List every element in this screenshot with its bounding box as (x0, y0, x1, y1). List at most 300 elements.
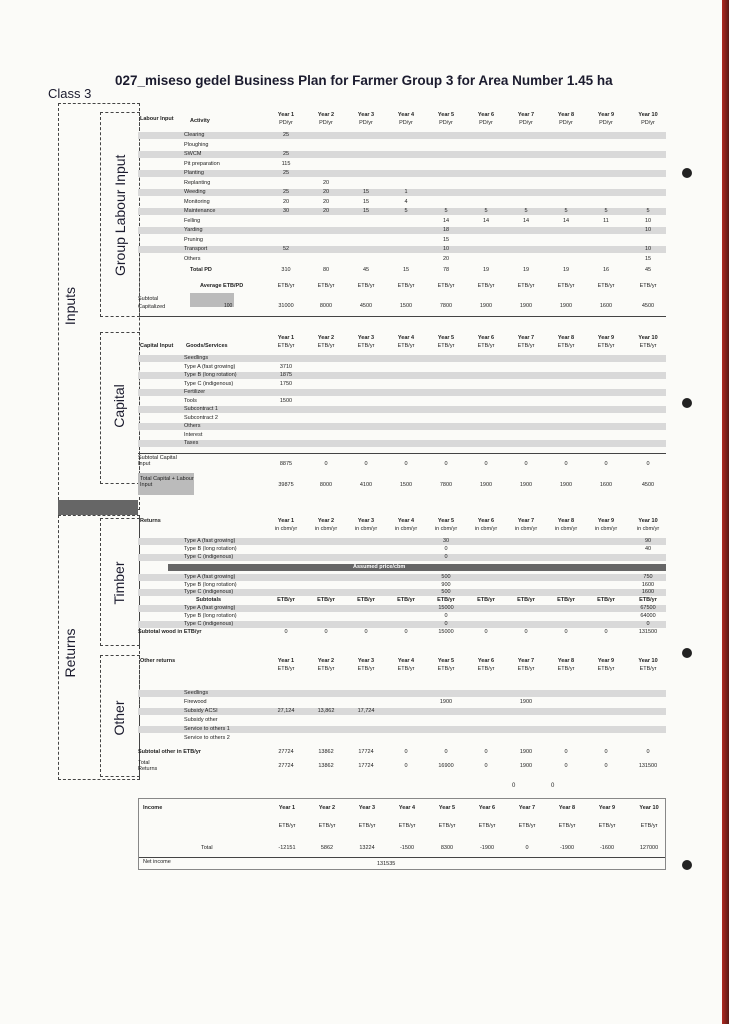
year-header-cell: Year 9 (597, 335, 615, 341)
income-total-row (139, 845, 665, 853)
capital-row (138, 372, 666, 379)
unit-cell: ETB/yr (477, 283, 495, 289)
year-unit-cell: ETB/yr (437, 343, 455, 349)
other-value: 1900 (519, 699, 533, 705)
timber-y5-value: 500 (441, 589, 451, 595)
punch-hole-low (682, 648, 692, 658)
year-unit-cell: PD/yr (519, 120, 533, 126)
year-unit-cell: ETB/yr (397, 343, 415, 349)
value-cell: 5862 (320, 845, 334, 851)
labour-row (138, 132, 666, 139)
value-cell: 0 (646, 461, 650, 467)
value-cell: 0 (444, 749, 448, 755)
activity-name: Felling (184, 217, 201, 224)
timber-row (138, 546, 666, 553)
labour-value: 115 (281, 160, 291, 167)
year-header-cell: Year 8 (557, 658, 575, 664)
value-cell: 310 (281, 267, 291, 273)
other-section (138, 656, 666, 789)
value-cell: -1900 (559, 845, 575, 851)
year-header-cell: Year 4 (397, 112, 415, 118)
capital-subtotal-label: Subtotal Capital Input (138, 455, 177, 467)
timber-type-name: Type B (long rotation) (184, 546, 237, 552)
value-cell: 1900 (519, 749, 533, 755)
year-unit-cell: in cbm/yr (474, 526, 498, 532)
capital-item-name: Type A (fast growing) (184, 363, 236, 370)
labour-etb-header (138, 283, 666, 291)
value-cell: 1900 (519, 303, 533, 309)
unit-cell: ETB/yr (557, 283, 575, 289)
year-unit-cell: ETB/yr (517, 666, 535, 672)
year-header-cell: Year 3 (357, 518, 375, 524)
labour-value: 4 (404, 198, 408, 205)
other-value: 17,724 (357, 708, 375, 714)
value-cell: 1900 (519, 763, 533, 769)
assumed-price-bar (168, 564, 666, 571)
year-unit-cell: in cbm/yr (314, 526, 338, 532)
value-cell: 15000 (438, 629, 454, 635)
capital-item-name: Type C (indigenous) (184, 380, 234, 387)
year-header-cell: Year 6 (477, 112, 495, 118)
timber-type-name: Type A (fast growing) (184, 574, 236, 580)
timber-y10-value: 1600 (641, 581, 655, 588)
value-cell: 8300 (440, 845, 454, 851)
unit-cell: ETB/yr (317, 597, 335, 603)
value-cell: 4100 (359, 482, 373, 488)
year-unit-cell: in cbm/yr (354, 526, 378, 532)
year-header-cell: Year 4 (397, 658, 415, 664)
timber-etb-header (138, 597, 666, 605)
capital-total-label: Total Capital + Labour Input (140, 476, 194, 488)
labour-value: 10 (644, 246, 652, 252)
net-income-value: 131535 (377, 861, 396, 867)
value-cell: -1500 (399, 845, 415, 851)
labour-value: 30 (282, 208, 290, 214)
capital-value: 3710 (279, 363, 293, 370)
value-cell: 0 (524, 461, 528, 467)
value-cell: 127000 (639, 845, 659, 851)
income-unit-row (139, 823, 665, 831)
capital-year-header (138, 335, 666, 355)
labour-value: 5 (604, 208, 608, 214)
value-cell: 13862 (318, 749, 334, 755)
unit-cell: ETB/yr (437, 283, 455, 289)
timber-y5-value: 0 (444, 546, 448, 552)
labour-value: 20 (282, 198, 290, 205)
year-unit-cell: ETB/yr (557, 666, 575, 672)
year-unit-cell: PD/yr (599, 120, 613, 126)
unit-cell: ETB/yr (598, 823, 616, 829)
timber-y10-value: 90 (644, 538, 652, 544)
labour-row (138, 246, 666, 253)
value-cell: -12151 (278, 845, 296, 851)
capital-row (138, 415, 666, 422)
value-cell: 8875 (279, 461, 293, 467)
year-unit-cell: ETB/yr (397, 666, 415, 672)
capital-subtotal-row (138, 461, 666, 469)
unit-cell: ETB/yr (558, 823, 576, 829)
value-cell: 0 (364, 629, 368, 635)
other-year-header (138, 658, 666, 678)
timber-row (138, 574, 666, 581)
unit-cell: ETB/yr (398, 823, 416, 829)
activity-name: Clearing (184, 132, 205, 138)
timber-label: Timber (111, 561, 127, 605)
timber-section (138, 516, 666, 646)
value-cell: 0 (364, 461, 368, 467)
year-header-cell: Year 7 (517, 518, 535, 524)
returns-label: Returns (62, 628, 78, 678)
labour-value: 20 (322, 179, 330, 186)
value-cell: 17724 (358, 763, 374, 769)
year-header-cell: Year 3 (357, 658, 375, 664)
value-cell: 7800 (439, 482, 453, 488)
year-unit-cell: in cbm/yr (394, 526, 418, 532)
year-header-cell: Year 5 (437, 335, 455, 341)
value-cell: 0 (564, 749, 568, 755)
year-header-cell: Year 6 (477, 335, 495, 341)
labour-value: 5 (484, 208, 488, 214)
labour-value: 11 (603, 217, 609, 224)
labour-row (138, 151, 666, 158)
income-year-header (139, 805, 665, 813)
labour-value: 14 (562, 217, 570, 224)
year-header-cell: Year 7 (517, 112, 535, 118)
value-cell: 0 (484, 461, 488, 467)
timber-y5-value: 15000 (438, 605, 454, 611)
unit-cell: ETB/yr (318, 823, 336, 829)
year-header-cell: Year 1 (277, 335, 295, 341)
value-cell: 31000 (278, 303, 294, 309)
unit-cell: ETB/yr (437, 597, 455, 603)
labour-input-label: Labour Input (140, 116, 174, 122)
capital-item-name: Taxes (184, 440, 199, 446)
capital-item-name: Fertilizer (184, 389, 206, 395)
unit-cell: ETB/yr (518, 823, 536, 829)
year-unit-cell: PD/yr (359, 120, 373, 126)
value-cell: 1600 (599, 482, 613, 488)
year-unit-cell: PD/yr (641, 120, 655, 126)
year-unit-cell: in cbm/yr (636, 526, 660, 532)
total-returns-row (138, 763, 666, 771)
capital-item-name: Others (184, 423, 201, 429)
labour-subtotal-row (138, 303, 666, 311)
value-cell: 0 (484, 763, 488, 769)
timber-subtotal-row (138, 629, 666, 637)
year-header-cell: Year 7 (517, 335, 535, 341)
labour-row (138, 256, 666, 263)
value-cell: 131500 (638, 629, 658, 635)
value-cell: 7800 (439, 303, 453, 309)
value-cell: 16900 (438, 763, 454, 769)
returns-label-col: Returns (140, 518, 161, 524)
value-cell: 0 (404, 763, 408, 769)
labour-value: 18 (442, 227, 450, 233)
unit-cell: ETB/yr (317, 283, 335, 289)
year-unit-cell: PD/yr (279, 120, 293, 126)
year-header-cell: Year 5 (437, 518, 455, 524)
labour-value: 14 (442, 217, 450, 224)
value-cell: 1900 (519, 482, 533, 488)
value-cell: 1900 (479, 482, 493, 488)
year-header-cell: Year 2 (317, 335, 335, 341)
divider (138, 453, 666, 454)
income-total-label: Total (201, 845, 213, 851)
year-header-cell: Year 6 (477, 518, 495, 524)
unit-cell: ETB/yr (640, 823, 658, 829)
value-cell: 27724 (278, 763, 294, 769)
year-header-cell: Year 10 (639, 805, 659, 811)
year-unit-cell: ETB/yr (639, 666, 657, 672)
unit-cell: ETB/yr (597, 283, 615, 289)
value-cell: 27724 (278, 749, 294, 755)
value-cell: 78 (442, 267, 450, 273)
value-cell: 0 (404, 629, 408, 635)
year-unit-cell: ETB/yr (557, 343, 575, 349)
timber-y10-value: 750 (643, 574, 653, 580)
page-title: 027_miseso gedel Business Plan for Farmer Group 3 for Area Number 1.45 ha (115, 73, 613, 88)
other-value: 13,862 (317, 708, 335, 714)
capital-row (138, 406, 666, 413)
timber-type-name: Type C (indigenous) (184, 554, 234, 560)
year-unit-cell: ETB/yr (597, 666, 615, 672)
value-cell: 4500 (641, 303, 655, 309)
timber-y10-value: 1600 (641, 589, 655, 595)
year-unit-cell: ETB/yr (317, 343, 335, 349)
year-header-cell: Year 8 (558, 805, 576, 811)
year-header-cell: Year 1 (277, 112, 295, 118)
value-cell: 19 (562, 267, 570, 273)
value-cell: 15 (402, 267, 410, 273)
year-unit-cell: PD/yr (439, 120, 453, 126)
year-unit-cell: ETB/yr (477, 343, 495, 349)
unit-cell: ETB/yr (358, 823, 376, 829)
income-label: Income (143, 805, 163, 811)
net-income-label: Net income (143, 859, 171, 865)
activity-label: Activity (190, 118, 210, 124)
value-cell: 0 (444, 461, 448, 467)
activity-name: SWCM (184, 151, 202, 157)
value-cell: 4500 (641, 482, 655, 488)
value-cell: 0 (604, 763, 608, 769)
year-header-cell: Year 8 (557, 335, 575, 341)
other-item-name: Subsidy other (184, 717, 218, 723)
labour-year-header (138, 112, 666, 132)
capital-row (138, 364, 666, 371)
value-cell: 80 (322, 267, 330, 273)
year-unit-cell: PD/yr (399, 120, 413, 126)
year-header-cell: Year 7 (517, 658, 535, 664)
year-unit-cell: in cbm/yr (274, 526, 298, 532)
value-cell: 0 (525, 845, 529, 851)
value-cell: 0 (646, 749, 650, 755)
year-header-cell: Year 5 (438, 805, 456, 811)
activity-name: Replanting (184, 179, 211, 186)
capital-label: Capital (111, 384, 127, 428)
labour-value: 5 (524, 208, 528, 214)
timber-type-name: Type C (indigenous) (184, 621, 234, 627)
capital-row (138, 423, 666, 430)
labour-value: 5 (404, 208, 408, 214)
year-unit-cell: ETB/yr (357, 343, 375, 349)
activity-name: Pit preparation (184, 160, 220, 167)
value-cell: 0 (564, 629, 568, 635)
year-header-cell: Year 3 (358, 805, 376, 811)
other-returns-label: Other returns (140, 658, 176, 664)
value-cell: 0 (404, 749, 408, 755)
other-subtotal-row (138, 749, 666, 757)
timber-y10-value: 64000 (640, 613, 656, 619)
year-header-cell: Year 1 (277, 518, 295, 524)
timber-y5-value: 900 (441, 581, 451, 588)
year-header-cell: Year 4 (397, 335, 415, 341)
value-cell: 1500 (399, 303, 413, 309)
labour-row (138, 208, 666, 215)
year-header-cell: Year 10 (638, 112, 658, 118)
labour-row (138, 237, 666, 244)
labour-row (138, 142, 666, 149)
other-subtotal-label: Subtotal other in ETB/yr (138, 749, 201, 755)
assumed-price-label: Assumed price/cbm (353, 564, 406, 570)
value-cell: 1500 (399, 482, 413, 488)
year-header-cell: Year 5 (437, 658, 455, 664)
goods-label: Goods/Services (186, 343, 228, 349)
activity-name: Weeding (184, 189, 206, 195)
value-cell: 1900 (559, 303, 573, 309)
timber-y10-value: 67500 (640, 605, 656, 611)
value-cell: 17724 (358, 749, 374, 755)
labour-row (138, 218, 666, 225)
labour-row (138, 180, 666, 187)
year-unit-cell: ETB/yr (277, 666, 295, 672)
year-unit-cell: ETB/yr (517, 343, 535, 349)
capital-row (138, 398, 666, 405)
unit-cell: ETB/yr (639, 597, 657, 603)
capital-value: 1750 (279, 380, 293, 387)
year-header-cell: Year 9 (598, 805, 616, 811)
other-row (138, 717, 666, 724)
activity-name: Maintenance (184, 208, 216, 214)
year-header-cell: Year 3 (357, 335, 375, 341)
unit-cell: ETB/yr (397, 597, 415, 603)
labour-row (138, 227, 666, 234)
labour-value: 5 (444, 208, 448, 214)
timber-y5-value: 0 (444, 613, 448, 619)
labour-section (138, 110, 666, 320)
capital-item-name: Interest (184, 431, 203, 438)
total-pd-row (138, 267, 666, 275)
value-cell: 8000 (319, 482, 333, 488)
capital-row (138, 355, 666, 362)
labour-value: 25 (282, 132, 290, 138)
other-item-name: Service to others 2 (184, 735, 230, 741)
activity-name: Ploughing (184, 141, 209, 148)
value-cell: 0 (604, 749, 608, 755)
capitalized-label: Capitalized (138, 304, 166, 310)
timber-row (138, 554, 666, 561)
value-cell: 1900 (479, 303, 493, 309)
capital-row (138, 432, 666, 439)
labour-value: 1 (404, 189, 408, 195)
year-header-cell: Year 10 (638, 518, 658, 524)
year-unit-cell: ETB/yr (477, 666, 495, 672)
labour-value: 5 (646, 208, 650, 214)
value-cell: 0 (564, 763, 568, 769)
value-cell: -1900 (479, 845, 495, 851)
timber-row (138, 613, 666, 620)
labour-value: 25 (282, 151, 290, 157)
value-cell: 1900 (559, 482, 573, 488)
unit-cell: ETB/yr (277, 597, 295, 603)
year-unit-cell: ETB/yr (437, 666, 455, 672)
year-header-cell: Year 1 (278, 805, 296, 811)
labour-value: 25 (282, 189, 290, 195)
other-row (138, 726, 666, 733)
timber-type-name: Type C (indigenous) (184, 589, 234, 595)
subtotal-label: Subtotal (138, 296, 159, 302)
divider (138, 316, 666, 317)
year-unit-cell: in cbm/yr (514, 526, 538, 532)
other-item-name: Seedlings (184, 690, 209, 696)
value-cell: 0 (324, 461, 328, 467)
labour-row (138, 189, 666, 196)
other-value: 27,124 (277, 708, 295, 714)
value-cell: 45 (644, 267, 652, 273)
year-header-cell: Year 2 (318, 805, 336, 811)
timber-y5-value: 30 (442, 538, 450, 544)
other-value: 1900 (439, 699, 453, 705)
other-row (138, 735, 666, 742)
labour-value: 15 (644, 255, 652, 262)
timber-row (138, 605, 666, 612)
unit-cell: ETB/yr (517, 597, 535, 603)
value-cell: 39875 (278, 482, 294, 488)
value-cell: 0 (524, 629, 528, 635)
year-unit-cell: ETB/yr (639, 343, 657, 349)
value-cell: 19 (482, 267, 490, 273)
year-header-cell: Year 6 (478, 805, 496, 811)
unit-cell: ETB/yr (557, 597, 575, 603)
year-header-cell: Year 1 (277, 658, 295, 664)
labour-value: 52 (282, 246, 290, 252)
value-cell: 131500 (638, 763, 658, 769)
divider (139, 857, 665, 858)
value-cell: 0 (484, 749, 488, 755)
labour-value: 5 (564, 208, 568, 214)
timber-row (138, 621, 666, 628)
timber-y5-value: 500 (441, 574, 451, 580)
income-section (138, 798, 666, 870)
year-header-cell: Year 6 (477, 658, 495, 664)
labour-label: Group Labour Input (112, 154, 128, 276)
year-header-cell: Year 8 (557, 518, 575, 524)
value-cell: 0 (324, 629, 328, 635)
year-header-cell: Year 7 (518, 805, 536, 811)
year-unit-cell: in cbm/yr (554, 526, 578, 532)
value-cell: 19 (522, 267, 530, 273)
value-cell: 4500 (359, 303, 373, 309)
punch-hole-top (682, 168, 692, 178)
punch-hole-bottom (682, 860, 692, 870)
punch-hole-mid (682, 398, 692, 408)
year-header-cell: Year 2 (317, 112, 335, 118)
timber-y5-value: 0 (444, 554, 448, 560)
capital-row (138, 389, 666, 396)
unit-cell: ETB/yr (477, 597, 495, 603)
year-unit-cell: ETB/yr (597, 343, 615, 349)
activity-name: Others (184, 255, 201, 262)
labour-value: 14 (482, 217, 490, 224)
